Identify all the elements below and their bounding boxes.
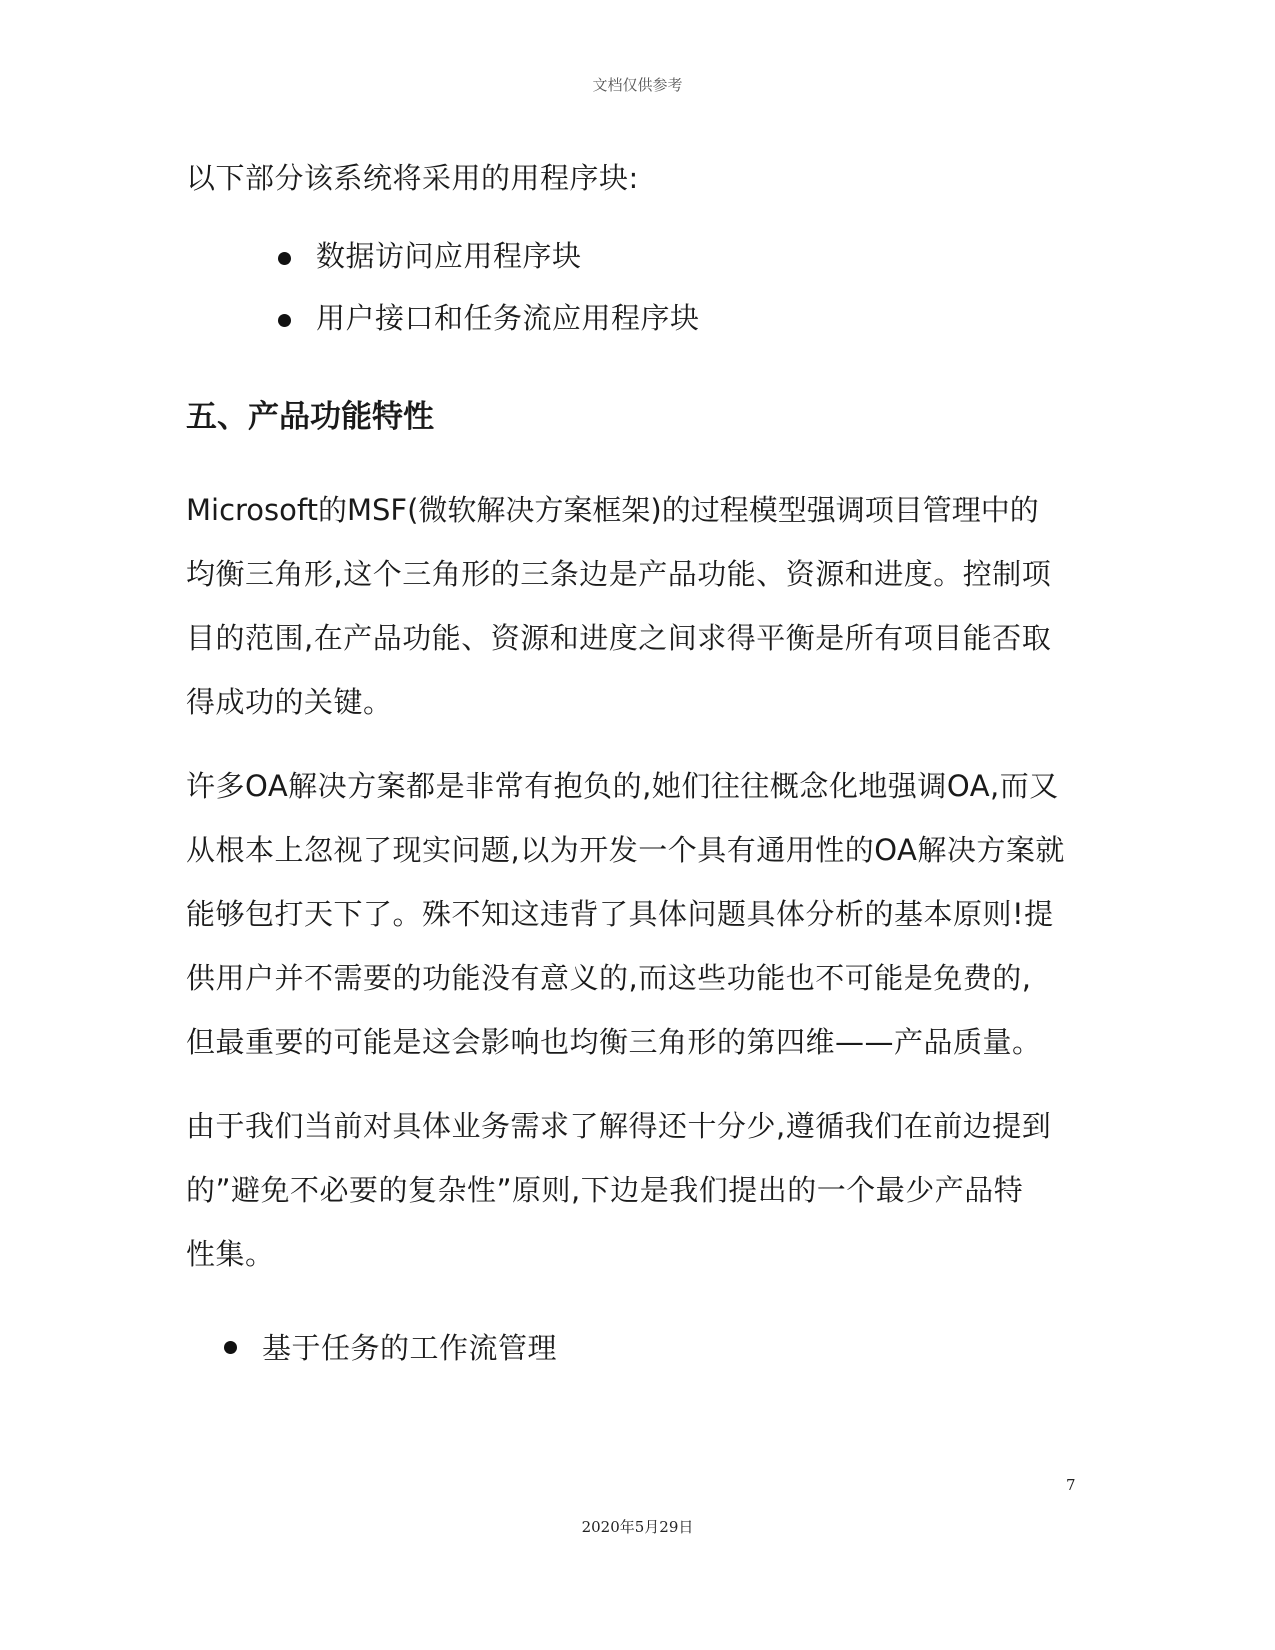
module-list: [186, 232, 1086, 360]
list-item-label: 用户接口和任务流应用程序块: [316, 301, 700, 335]
intro-text: 以下部分该系统将采用的用程序块:: [186, 161, 639, 195]
paragraph: [186, 754, 1086, 1074]
paragraph: [186, 478, 1086, 734]
bullet-icon: [278, 252, 291, 265]
paragraph-line: Microsoft的MSF(微软解决方案框架)的过程模型强调项目管理中的: [186, 493, 1039, 527]
bullet-icon: [224, 1341, 237, 1354]
feature-list: [186, 1316, 1086, 1380]
paragraph-line: 目的范围,在产品功能、资源和进度之间求得平衡是所有项目能否取: [186, 621, 1052, 655]
paragraph-line: 但最重要的可能是这会影响也均衡三角形的第四维——产品质量。: [186, 1025, 1042, 1059]
list-item-label: 基于任务的工作流管理: [262, 1331, 558, 1365]
paragraph-line: 均衡三角形,这个三角形的三条边是产品功能、资源和进度。控制项: [186, 557, 1052, 591]
paragraph-line: 供用户并不需要的功能没有意义的,而这些功能也不可能是免费的,: [186, 961, 1032, 995]
bullet-icon: [278, 314, 291, 327]
paragraph-line: 得成功的关键。: [186, 685, 393, 719]
list-item: [186, 296, 1086, 360]
page-number: 7: [1066, 1476, 1076, 1494]
paragraph: [186, 1094, 1086, 1286]
list-item: [186, 1316, 1086, 1380]
paragraph-line: 由于我们当前对具体业务需求了解得还十分少,遵循我们在前边提到: [186, 1109, 1052, 1143]
document-body: [186, 160, 1086, 1380]
paragraph-line: 的”避免不必要的复杂性”原则,下边是我们提出的一个最少产品特: [186, 1173, 1024, 1207]
page-footer-date: 2020年5月29日: [581, 1518, 694, 1536]
list-item-label: 数据访问应用程序块: [316, 239, 582, 273]
paragraph-line: 能够包打天下了。殊不知这违背了具体问题具体分析的基本原则!提: [186, 897, 1054, 931]
paragraph-line: 性集。: [186, 1237, 275, 1271]
section-heading: 五、产品功能特性: [186, 399, 434, 435]
page-header: 文档仅供参考: [592, 76, 683, 94]
paragraph-line: 从根本上忽视了现实问题,以为开发一个具有通用性的OA解决方案就: [186, 833, 1065, 867]
paragraph-line: 许多OA解决方案都是非常有抱负的,她们往往概念化地强调OA,而又: [186, 769, 1059, 803]
